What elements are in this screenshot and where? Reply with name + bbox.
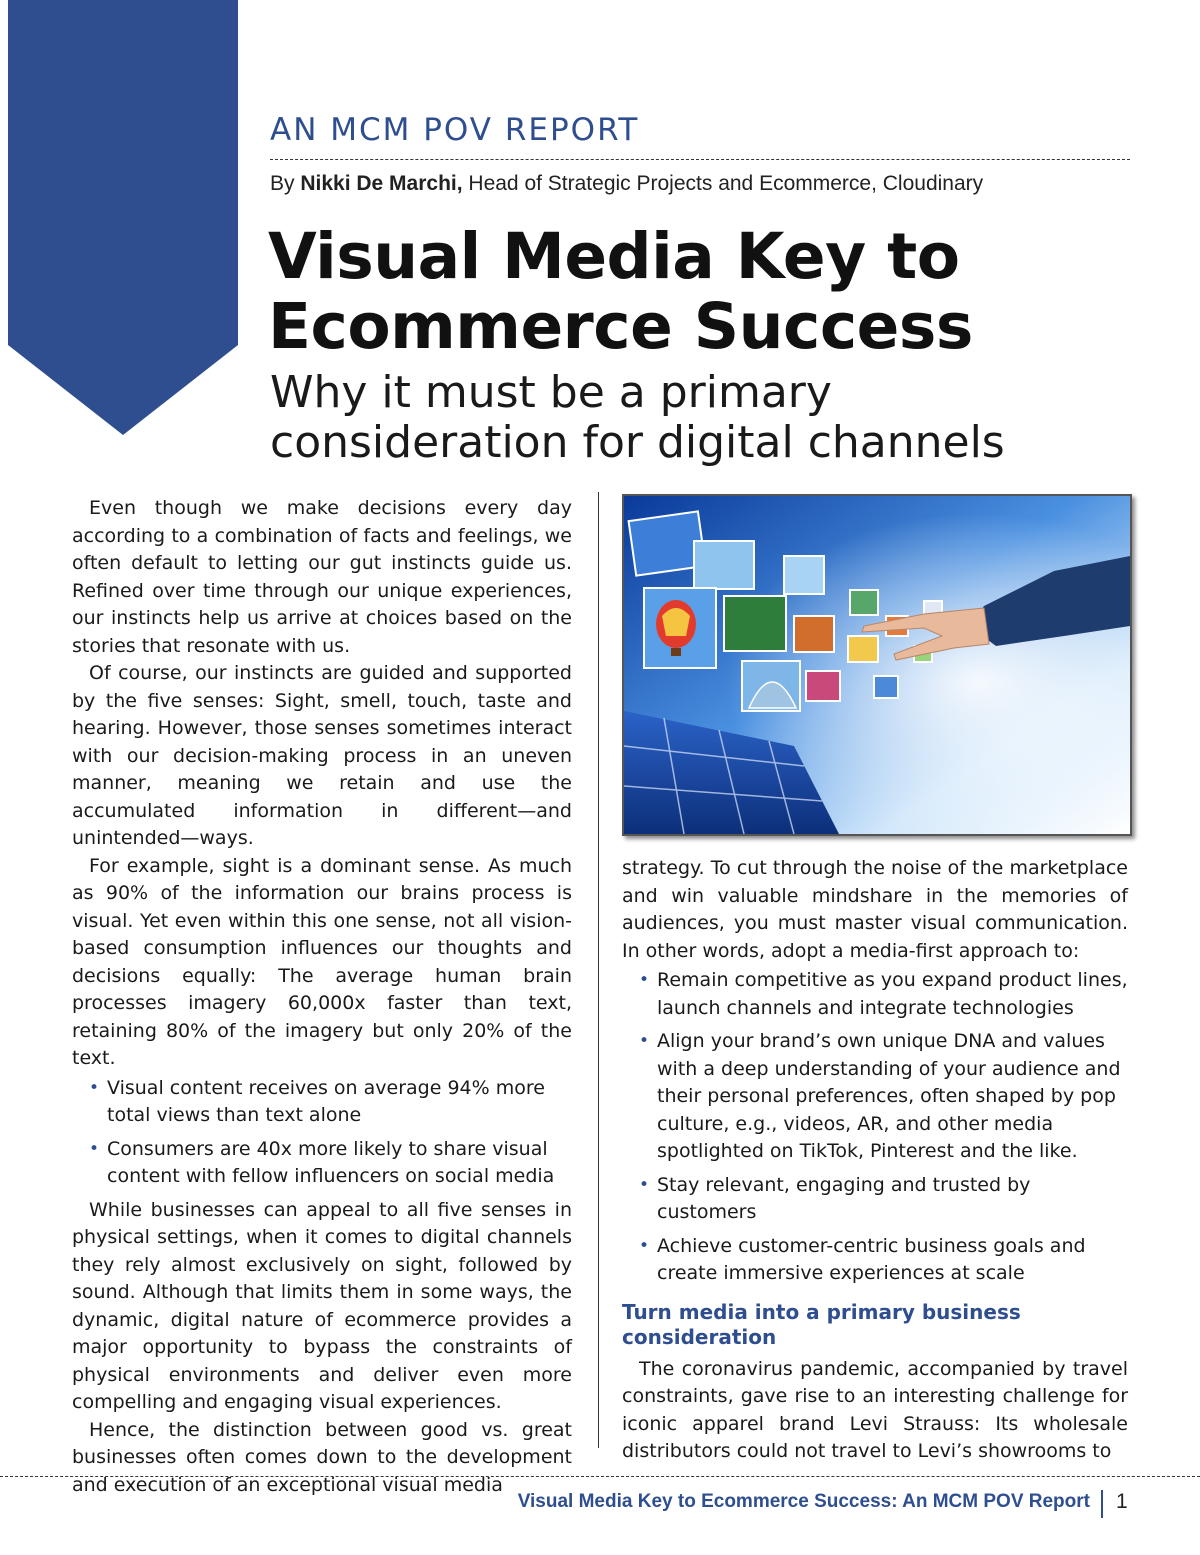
bullet-icon: • [639,1174,650,1195]
list-item [639,1233,1128,1288]
author-role: Head of Strategic Projects and Ecommerce, Cloudinary [462,172,984,195]
list-item [639,1172,1128,1227]
hero-photo [622,494,1132,836]
paragraph: strategy. To cut through the noise of the marketplace and win valuable mindshare in the memories of audiences, you must master visual communication. In other words, adopt a media-first approach to: [622,857,1128,962]
byline-prefix: By [270,172,301,195]
right-column [622,855,1128,1466]
list-item-text: Align your brand’s own unique DNA and values with a deep understanding of your audience and their personal preferences, often shaped by pop culture, e.g., videos, AR, and other media spotlighted on TikTok, Pinterest and the like. [657,1030,1121,1162]
byline [270,172,983,196]
bullet-icon: • [639,1031,650,1051]
subtitle-line-2: consideration for digital channels [270,417,1005,468]
paragraph: While businesses can appeal to all five senses in physical settings, when it comes to digital channels they rely almost exclusively on sight, followed by sound. Although that limits them in some ways, the dynamic, digital nature of ecommerce provides a major opportunity to bypass the constraints of physical environments and deliver even more compelling and engaging visual experiences. [72,1198,572,1413]
column-divider [598,492,599,1448]
hand-touching-floating-images-icon [624,496,1130,834]
running-footer-title: Visual Media Key to Ecommerce Success: An MCM POV Report [517,1491,1090,1512]
list-item-text: Stay relevant, engaging and trusted by customers [657,1173,1031,1223]
list-item-text: Visual content receives on average 94% more total views than text alone [107,1076,545,1126]
bullet-list [72,1075,572,1191]
page-title [268,222,1168,362]
author-name: Nikki De Marchi, [300,172,463,195]
list-item [639,967,1128,1022]
bullet-icon: • [89,1077,100,1098]
list-item-text: Achieve customer-centric business goals and create immersive experiences at scale [657,1234,1086,1284]
paragraph: Even though we make decisions every day according to a combination of facts and feelings, we often default to letting our gut instincts guide us. Refined over time through our unique experiences, our instincts help us arrive at choices based on the stories that resonate with us. [72,497,572,657]
page-number: 1 [1116,1490,1128,1513]
header-divider [270,159,1130,160]
list-item-text: Consumers are 40x more likely to share visual content with fellow influencers on social media [107,1137,555,1187]
title-line-1: Visual Media Key to [268,220,960,293]
bullet-icon: • [639,970,650,990]
paragraph: Of course, our instincts are guided and supported by the five senses: Sight, smell, touch, taste and hearing. However, those senses sometimes interact with our decision-making process in an uneven manner, meaning we retain and use the accumulated information in different—and unintended—ways. [72,662,572,849]
bullet-icon: • [639,1235,650,1256]
paragraph: For example, sight is a dominant sense. As much as 90% of the information our brains process is visual. Yet even within this one sense, not all vision-based consumption influences our thoughts and decisions equally: The average human brain processes imagery 60,000x faster than text, retaining 80% of the imagery but only 20% of the text. [72,854,572,1069]
list-item-text: Remain competitive as you expand product lines, launch channels and integrate technologies [657,969,1128,1019]
bullet-icon: • [89,1138,100,1159]
list-item [89,1075,572,1130]
title-line-2: Ecommerce Success [268,290,973,363]
footer-divider [0,1476,1200,1477]
report-kicker: AN MCM POV REPORT [270,112,640,148]
section-heading: Turn media into a primary business consideration [622,1299,1021,1349]
subtitle-line-1: Why it must be a primary [270,367,832,418]
paragraph: Hence, the distinction between good vs. great businesses often comes down to the development and execution of an exceptional visual media [72,1418,572,1496]
list-item [639,1028,1128,1166]
banner-ribbon [8,0,238,435]
paragraph: The coronavirus pandemic, accompanied by travel constraints, gave rise to an interesting challenge for iconic apparel brand Levi Strauss: Its wholesale distributors could not travel to Levi’s showrooms to [622,1357,1128,1462]
list-item [89,1136,572,1191]
page-subtitle [270,368,1170,468]
left-column [72,495,572,1499]
bullet-list [622,967,1128,1288]
footer-separator [1101,1490,1103,1518]
